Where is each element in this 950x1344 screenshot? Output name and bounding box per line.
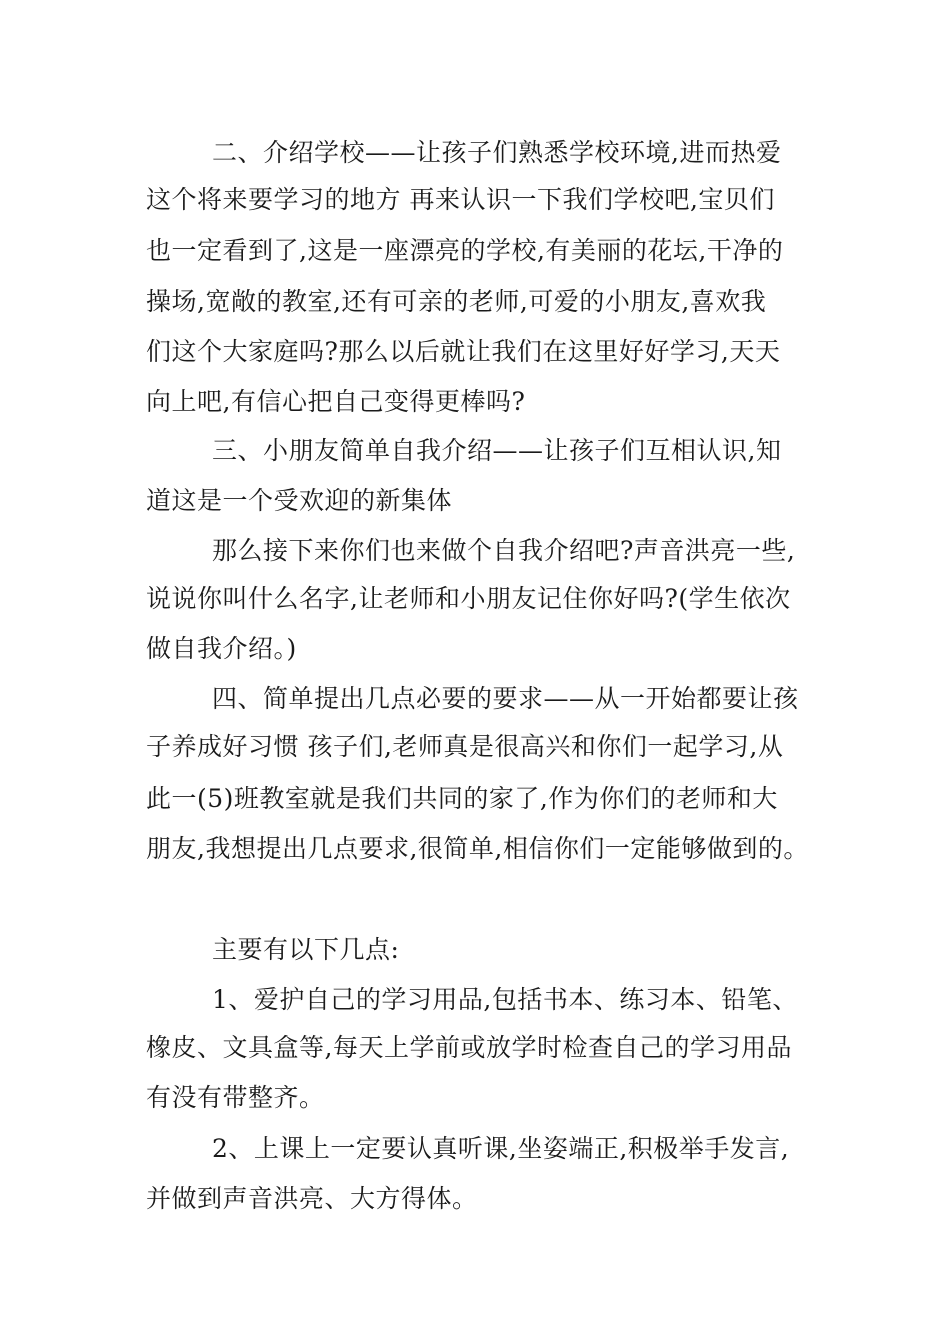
text-line: 这个将来要学习的地方 再来认识一下我们学校吧,宝贝们 — [146, 185, 775, 214]
text-line: 那么接下来你们也来做个自我介绍吧?声音洪亮一些, — [212, 536, 796, 565]
text-line: 有没有带整齐。 — [146, 1083, 325, 1112]
text-line: 向上吧,有信心把自己变得更棒吗? — [146, 387, 526, 416]
text-line: 四、简单提出几点必要的要求——从一开始都要让孩 — [212, 684, 799, 713]
text-line: 二、介绍学校——让孩子们熟悉学校环境,进而热爱 — [212, 138, 782, 167]
text-line: 此一(5)班教室就是我们共同的家了,作为你们的老师和大 — [146, 784, 778, 813]
text-line: 2、上课上一定要认真听课,坐姿端正,积极举手发言, — [212, 1134, 790, 1163]
text-line: 操场,宽敞的教室,还有可亲的老师,可爱的小朋友,喜欢我 — [146, 287, 767, 316]
text-line: 们这个大家庭吗?那么以后就让我们在这里好好学习,天天 — [146, 337, 781, 366]
text-line: 并做到声音洪亮、大方得体。 — [146, 1184, 478, 1213]
text-line: 主要有以下几点: — [212, 935, 400, 964]
text-line: 道这是一个受欢迎的新集体 — [146, 486, 453, 515]
text-line: 子养成好习惯 孩子们,老师真是很高兴和你们一起学习,从 — [146, 732, 784, 761]
text-line: 三、小朋友简单自我介绍——让孩子们互相认识,知 — [212, 436, 782, 465]
text-line: 朋友,我想提出几点要求,很简单,相信你们一定能够做到的。 — [146, 834, 809, 863]
text-line: 也一定看到了,这是一座漂亮的学校,有美丽的花坛,干净的 — [146, 236, 784, 265]
text-line: 做自我介绍。) — [146, 634, 297, 663]
text-line: 说说你叫什么名字,让老师和小朋友记住你好吗?(学生依次 — [146, 584, 791, 613]
text-line: 橡皮、文具盒等,每天上学前或放学时检查自己的学习用品 — [146, 1033, 792, 1062]
text-line: 1、爱护自己的学习用品,包括书本、练习本、铅笔、 — [212, 985, 798, 1014]
